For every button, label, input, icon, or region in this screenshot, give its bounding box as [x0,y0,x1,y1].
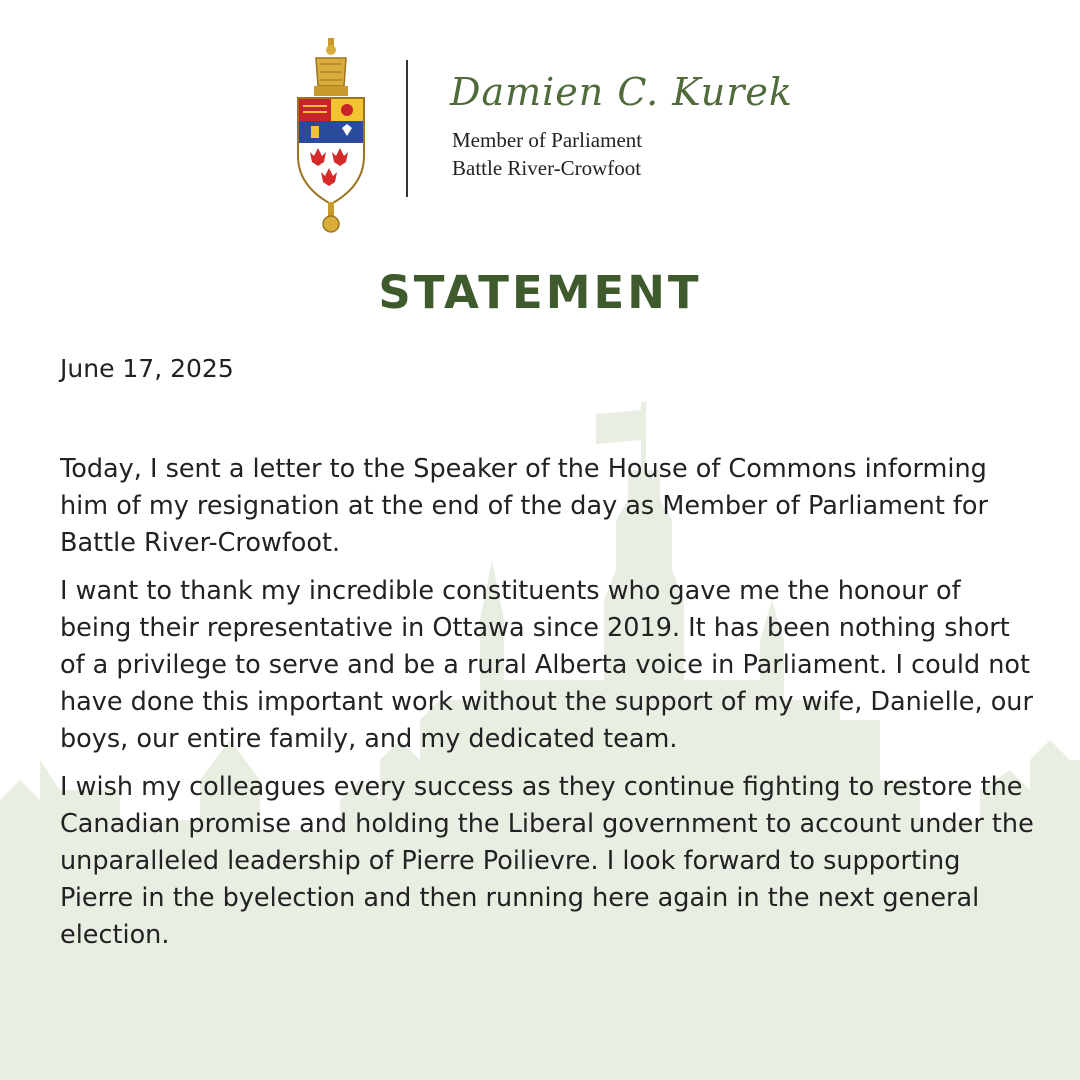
mp-name: Damien C. Kurek [450,70,793,114]
statement-paragraph: I want to thank my incredible constituents who gave me the honour of being their representative in Ottawa since 2019. It has been nothing short of a privilege to serve and be a rural Alberta voice in Parliament. I could not have done this important work without the support of my wife, Danielle, our boys, our entire family, and my dedicated team. [60,576,1033,754]
statement-paragraph: Today, I sent a letter to the Speaker of the House of Commons informing him of my resignation at the end of the day as Member of Parliament for Battle River-Crowfoot. [60,454,988,558]
house-of-commons-crest-icon [286,36,376,234]
letterhead [0,0,1080,250]
mp-role: Member of Parliament [452,128,643,152]
letterhead-divider [406,60,408,197]
statement-date: June 17, 2025 [60,354,234,383]
mp-riding: Battle River-Crowfoot [452,156,642,180]
statement-heading: STATEMENT [378,266,702,319]
statement-paragraph: I wish my colleagues every success as they continue fighting to restore the Canadian promise and holding the Liberal government to account under the unparalleled leadership of Pierre Poilievre. I look forward to supporting Pierre in the byelection and then running here again in the next general election. [60,772,1034,950]
statement-body [60,451,1035,965]
